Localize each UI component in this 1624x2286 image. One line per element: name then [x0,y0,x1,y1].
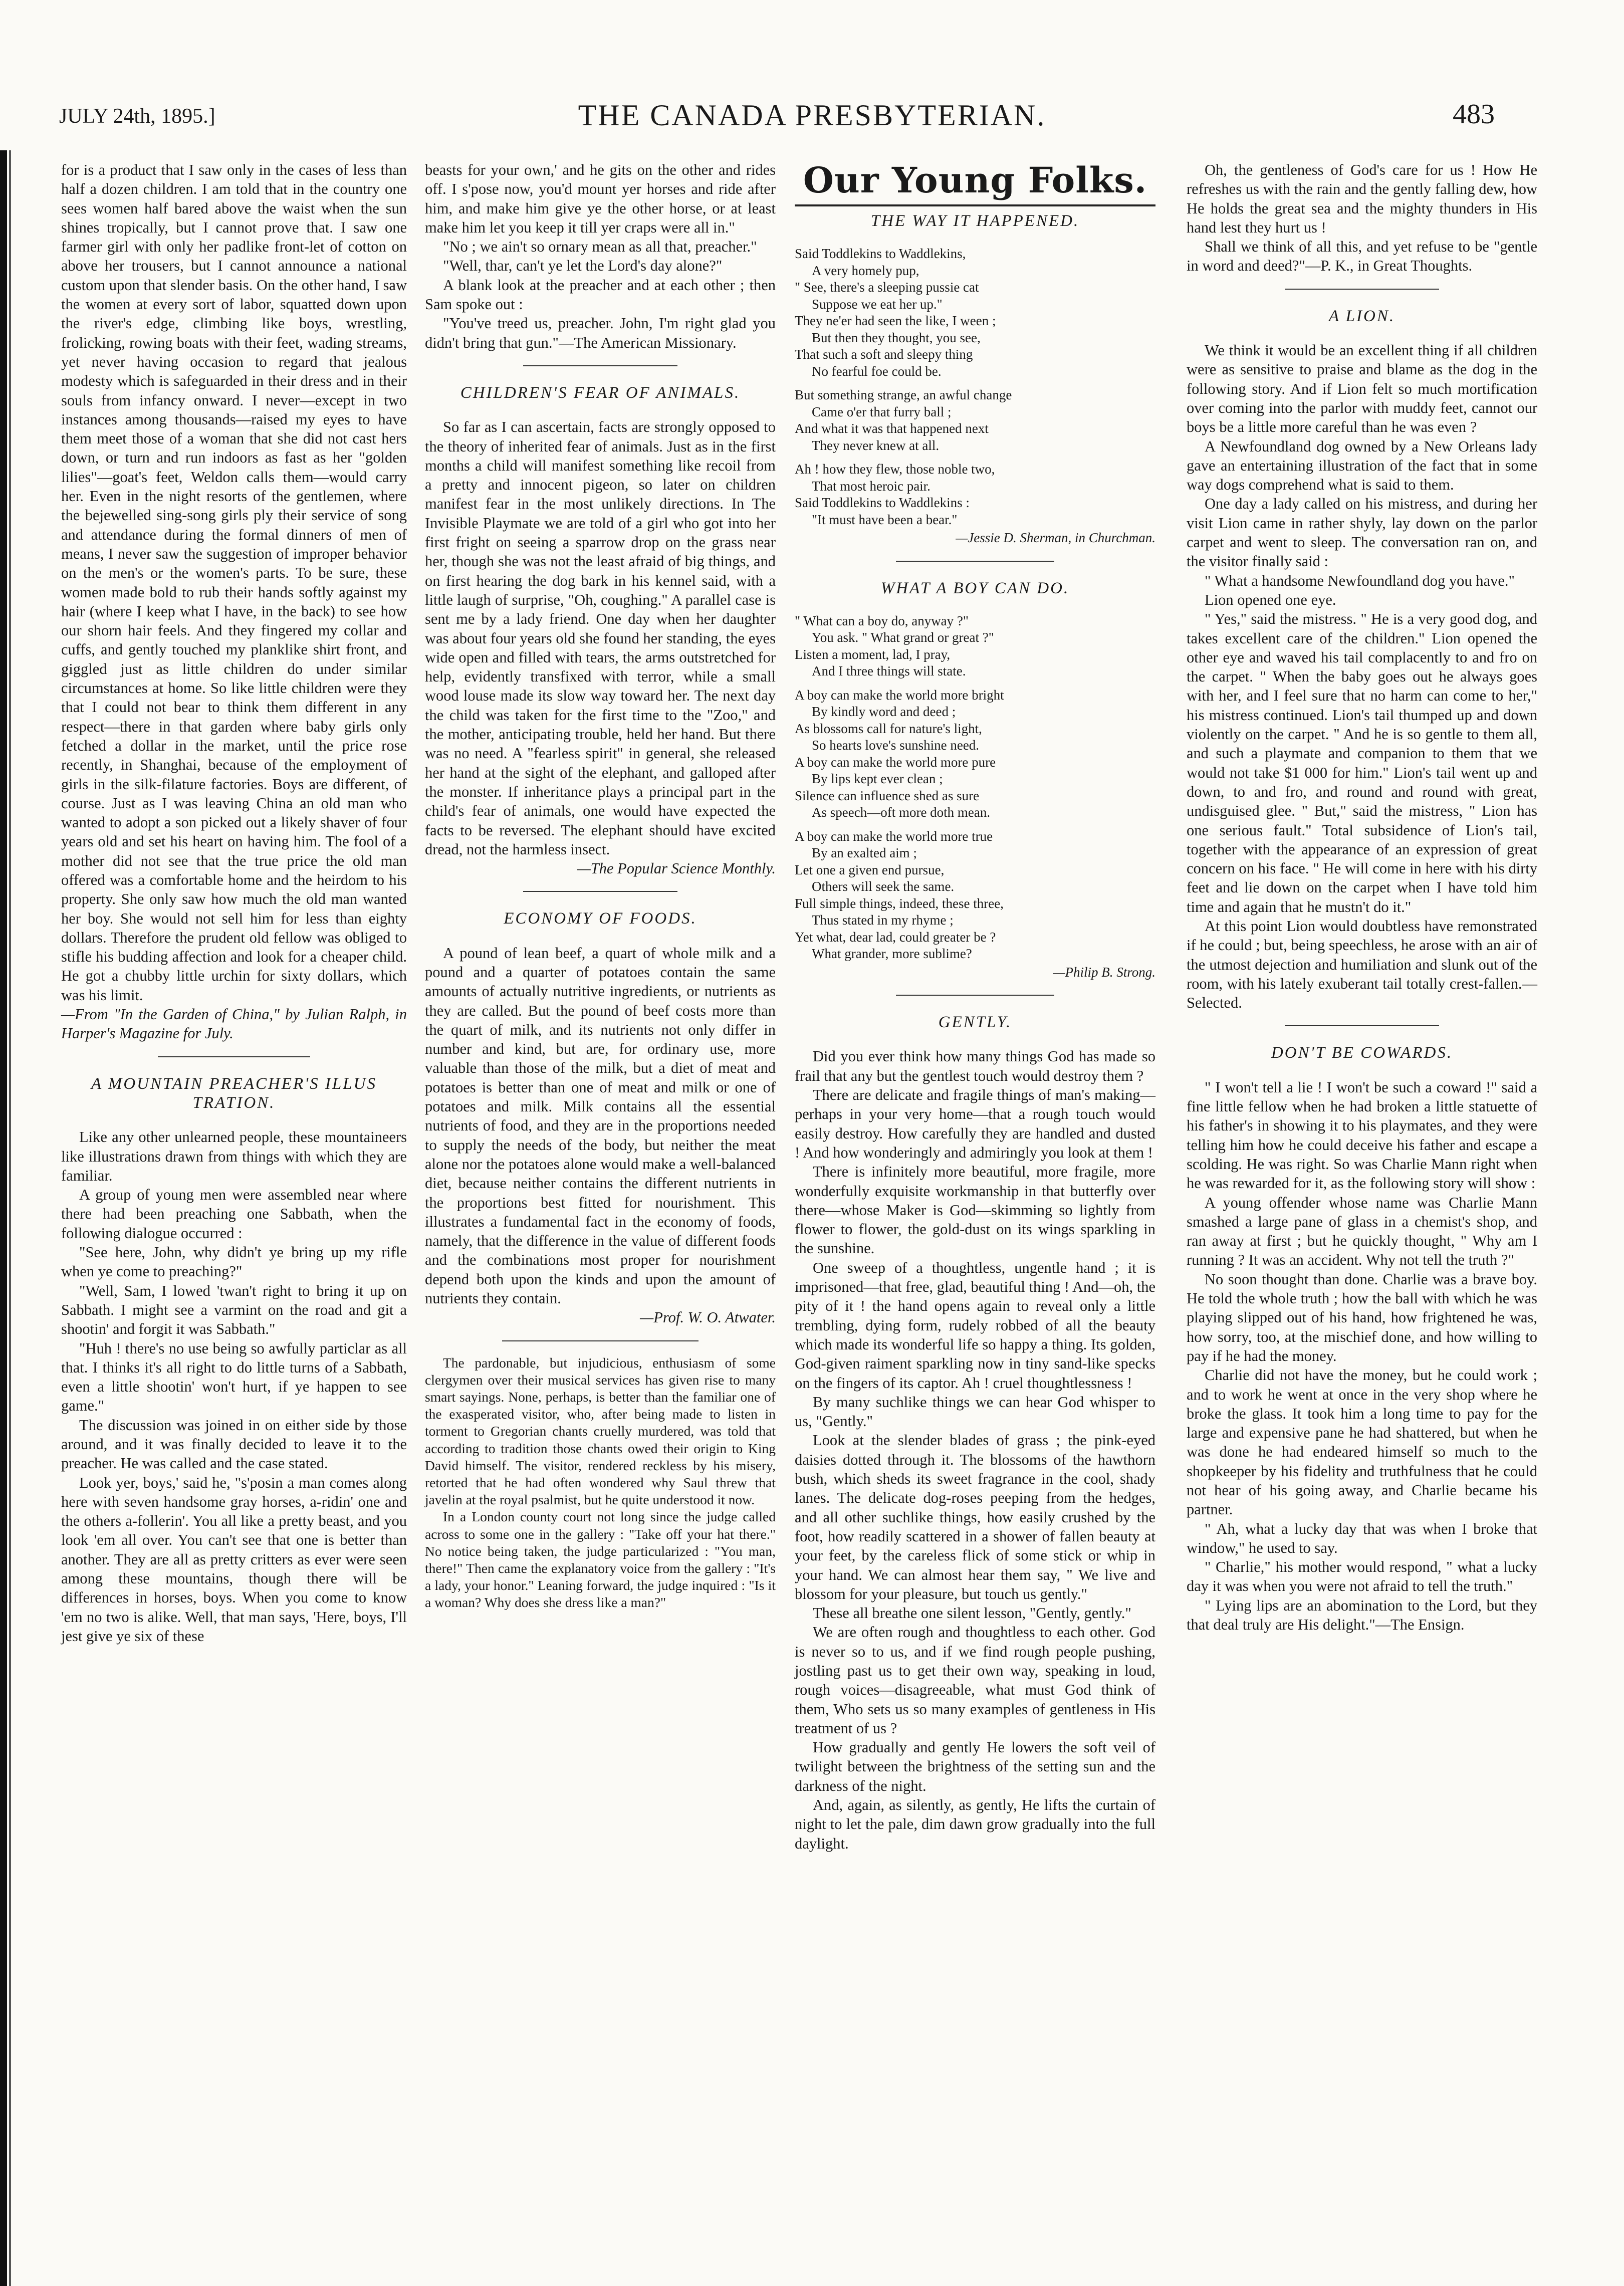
poem-line: That such a soft and sleepy thing [795,347,973,362]
divider [896,995,1055,996]
poem-line: Let one a given end pursue, [795,862,945,877]
poem-line: And what it was that happened next [795,421,989,436]
poem-line [795,821,1155,828]
article-attribution: —Prof. W. O. Atwater. [640,1309,776,1326]
binding-edge [0,150,7,2286]
article-paragraph: Oh, the gentleness of God's care for us ! How He refreshes us with the rain and the gently falling dew, how He holds the great sea and the mighty thunders in His hand lest they hurt us ! [1187,161,1537,236]
article-paragraph: "No ; we ain't so ornary mean as all that, preacher." [443,238,757,256]
poem-line: So hearts love's sunshine need. [812,738,980,753]
poem-line: A boy can make the world more true [795,828,993,844]
article-paragraph: " What a handsome Newfoundland dog you have." [1205,572,1515,589]
binding-edge-line [9,150,11,2286]
poem-line: Full simple things, indeed, these three, [795,895,1004,911]
poem-line: But something strange, an awful change [795,387,1012,403]
article-attribution: —From "In the Garden of China," by Julian Ralph, in Harper's Magazine for July. [61,1006,407,1042]
article-paragraph: A young offender whose name was Charlie Mann smashed a large pane of glass in a chemist's shop, and ran away at first ; but he quickly thought, " Why am I running ? It was an accident. Why not tell the truth ?" [1187,1194,1537,1269]
article-heading: GENTLY. [938,1013,1012,1032]
issue-date: JULY 24th, 1895.] [59,105,215,128]
article-paragraph: There are delicate and fragile things of man's making—perhaps in your very home—that a rough touch would easily destroy. How carefully they are handled and dusted ! And how wonderingly and admiringly you look at them ! [795,1086,1155,1161]
article-paragraph: A group of young men were assembled near where there had been preaching one Sabbath, when the following dialogue occurred : [61,1186,407,1242]
article-paragraph: Look at the slender blades of grass ; the pink-eyed daisies dotted through it. The blossoms of the hawthorn bush, which sheds its sweet fragrance in the cool, shady lanes. The delicate dog-roses peeping from the hedges, and all other suchlike things, how easily crushed by the foot, how readily scattered in a shower of fallen beauty at your feet, by the careless flick of some stick or whip in your hand. We can almost hear them say, " We live and blossom for your pleasure, but touch us gently." [795,1432,1155,1603]
divider [1285,1025,1439,1026]
article-paragraph: Charlie did not have the money, but he could work ; and to work he went at once in the very shop where he broke the glass. It took him a long time to pay for the large and expensive pane he had shattered, but when he was done he had endeared himself so much to the shopkeeper by his fidelity and truthfulness that he could not hear of his going away, and Charlie became his partner. [1187,1366,1537,1518]
column-4 [1187,160,1537,1634]
poem-heading: WHAT A BOY CAN DO. [880,579,1070,597]
poem-line: Came o'er that furry ball ; [812,404,952,419]
poem-line: Silence can influence shed as sure [795,788,980,803]
poem-line: They never knew at all. [812,437,940,453]
poem-line: A boy can make the world more bright [795,687,1004,703]
poem-attribution: —Philip B. Strong. [1053,964,1155,980]
article-paragraph: "Well, thar, can't ye let the Lord's day alone?" [443,257,723,275]
article-paragraph: These all breathe one silent lesson, "Gently, gently." [813,1605,1131,1622]
article-paragraph: beasts for your own,' and he gits on the other and rides off. I s'pose now, you'd mount yer horses and ride after him, and make him give ye the other horse, or at least make him let you keep it till yer craps were all in." [425,161,776,236]
article-paragraph: "Well, Sam, I lowed 'twan't right to bring it up on Sabbath. I might see a varmint on the road and git a shootin' and forgit it was Sabbath." [61,1282,407,1338]
article-heading: A MOUNTAIN PREACHER'S ILLUS TRATION. [91,1074,377,1112]
article-paragraph: One sweep of a thoughtless, ungentle hand ; it is imprisoned—that free, glad, beautiful thing ! And—oh, the pity of it ! the hand opens again to reveal only a little trembling, dying form, rudely robbed of all the beauty which made its wonderful life so happy a thing. Its golden, God-given raiment sparkling now in tiny sand-like specks on the fingers of its captor. Ah ! cruel thoughtlessness ! [795,1259,1155,1392]
article-paragraph: No soon thought than done. Charlie was a brave boy. He told the whole truth ; how the ball with which he was playing slipped out of his hand, how frightened he was, how sorry, too, at the mischief done, and how willing to pay if he had the money. [1187,1270,1537,1364]
poem [795,246,1155,528]
article-paragraph: And, again, as silently, as gently, He lifts the curtain of night to let the pale, dim dawn grow gradually into the full daylight. [795,1796,1155,1852]
article-heading: DON'T BE COWARDS. [1271,1044,1453,1062]
article-heading: A LION. [1328,307,1396,325]
article-paragraph: " Yes," said the mistress. " He is a very good dog, and takes excellent care of the children." Lion opened the other eye and waved his tail complacently to and fro on the carpet. " When the baby goes out he always goes with her, and I feel sure that no harm can come to her," his mistress continued. Lion's tail thumped up and down violently on the carpet. " And he is so gentle to them all, and such a playmate and companion to them that we would not take $1 000 for him." Lion's tail went up and down, to and fro, and round and round with great, undisguised glee. " But," said the mistress, " Lion has one serious fault." Total subsidence of Lion's tail, together with the appearance of an expression of great concern on his face. " He will come in here with his dirty feet and lie down on the carpet when I have told him time and again that he mustn't do it." [1187,610,1537,916]
poem-line: And I three things will state. [812,663,966,679]
article-paragraph: At this point Lion would doubtless have remonstrated if he could ; but, being speechless, he arose with an air of the utmost dejection and humiliation and slunk out of the room, with his lately exuberant tail totally crest-fallen.—Selected. [1187,917,1537,1012]
article-paragraph: The pardonable, but injudicious, enthusiasm of some clergymen over their musical services has given rise to many smart sayings. None, perhaps, is better than the familiar one of the exasperated visitor, who, after being made to listen in torment to Gregorian chants cruelly murdered, was told that according to tradition those chants owed their origin to King David himself. The visitor, rendered reckless by his misery, retorted that he had often wondered why Saul threw that javelin at the royal psalmist, but he quite understood it now. [425,1354,776,1508]
poem-line: By an exalted aim ; [812,845,917,861]
poem-line [795,454,1155,461]
poem-attribution: —Jessie D. Sherman, in Churchman. [956,530,1155,546]
article-paragraph: By many suchlike things we can hear God whisper to us, "Gently." [795,1393,1155,1430]
article-attribution: —The Popular Science Monthly. [577,860,776,877]
poem-line: They ne'er had seen the like, I ween ; [795,313,996,329]
article-paragraph: Did you ever think how many things God has made so frail that any but the gentlest touch would destroy them ? [795,1048,1155,1084]
article-paragraph: A blank look at the preacher and at each other ; then Sam spoke out : [425,276,776,313]
poem-line: By lips kept ever clean ; [812,771,943,787]
poem-line: By kindly word and deed ; [812,704,956,720]
article-paragraph: Lion opened one eye. [1205,591,1336,608]
page-number: 483 [1453,99,1495,130]
divider [896,561,1055,562]
article-paragraph: "Huh ! there's no use being so awfully particlar as all that. I thinks it's all right to do little turns of a Sabbath, even a little shootin' won't hurt, if ye happen to see game." [61,1339,407,1415]
article-paragraph: A pound of lean beef, a quart of whole milk and a pound and a quarter of potatoes contain the same amounts of actually nutritive ingredients, or nutrients as they are called. But the pound of beef costs more than the quart of milk, and its nutrients not only differ in number and kind, but are, for ordinary use, more valuable than those of the milk, but a diet of meat and potatoes is better than one of meat and milk or one of potatoes and milk. Milk contains all the essential nutrients of food, and they are in the proportions needed to supply the needs of the body, but neither the meat alone nor the potatoes alone would make a well-balanced diet, because neither contains the different nutrients in the proportions best fitted for nourishment. This illustrates a fundamental fact in the economy of foods, namely, that the difference in the value of different foods and the combinations most proper for nourishment depend both upon the kinds and upon the amount of nutrients they contain. [425,944,776,1307]
divider [523,365,677,366]
article-paragraph: In a London county court not long since the judge called across to some one in the gallery : "Take off your hat there." No notice being taken, the judge particularized : "You man, there!" Then came the explanatory voice from the gallery : "It's a lady, your honor." Leaning forward, the judge inquired : "Is it a woman? Why does she dress like a man?" [425,1509,776,1611]
poem-line: Thus stated in my rhyme ; [812,912,954,928]
article-paragraph: " Ah, what a lucky day that was when I broke that window," he used to say. [1187,1520,1537,1556]
article-heading: CHILDREN'S FEAR OF ANIMALS. [460,383,741,402]
poem-line: " What can a boy do, anyway ?" [795,613,969,628]
article-paragraph: " I won't tell a lie ! I won't be such a coward !" said a fine little fellow when he had broken a little statuette of his father's in showing it to his playmates, and they were telling him how he could deceive his father and escape a scolding. He was right. So was Charlie Mann right when he was rewarded for it, as the following story will show : [1187,1078,1537,1192]
article-paragraph: Like any other unlearned people, these mountaineers like illustrations drawn from things with which they are familiar. [61,1128,407,1184]
poem-line: Said Toddlekins to Waddlekins, [795,246,966,262]
article-paragraph: A Newfoundland dog owned by a New Orleans lady gave an entertaining illustration of the fact that in some way dogs comprehend what is said to them. [1187,437,1537,494]
article-paragraph: "You've treed us, preacher. John, I'm right glad you didn't bring that gun."—The American Missionary. [425,315,776,351]
article-paragraph: How gradually and gently He lowers the soft veil of twilight between the brightness of the setting sun and the darkness of the night. [795,1739,1155,1794]
article-paragraph: The discussion was joined in on either side by those around, and it was finally decided to leave it to the preacher. He was called and the case stated. [61,1416,407,1472]
article-heading: ECONOMY OF FOODS. [504,909,697,928]
poem-line: Others will seek the same. [812,879,955,894]
divider [523,891,677,892]
poem-line: What grander, more sublime? [812,946,972,962]
divider [1285,289,1439,290]
poem-line: "It must have been a bear." [812,512,958,527]
article-paragraph: Shall we think of all this, and yet refuse to be "gentle in word and deed?"—P. K., in Great Thoughts. [1187,238,1537,275]
poem-line: Said Toddlekins to Waddlekins : [795,495,970,511]
article-paragraph: Look yer, boys,' said he, "s'posin a man comes along here with seven handsome gray horses, a-ridin' one and the others a-follerin'. You all like a pretty beast, and you look 'em all over. You can't see that one is better than another. They are all as pretty critters as ever were seen among these mountains, though there will be differences in horses, boys. When you come to know 'em no two is alike. Well, that man says, 'Here, boys, I'll jest give ye six of these [61,1474,407,1645]
poem-line: Ah ! how they flew, those noble two, [795,462,995,477]
poem-line: That most heroic pair. [812,478,931,494]
poem-line: But then they thought, you see, [812,330,981,345]
poem-heading: THE WAY IT HAPPENED. [870,212,1080,230]
column-3 [795,160,1155,1853]
poem-line [795,680,1155,687]
article-paragraph: One day a lady called on his mistress, and during her visit Lion came in rather shyly, lay down on the parlor carpet and went to sleep. The conversation ran on, and the visitor finally said : [1187,495,1537,570]
article-paragraph: We are often rough and thoughtless to each other. God is never so to us, and if we find rough people pushing, jostling past us to get their own way, speaking in loud, rough voices—disagreeable, what must God think of them, Who sets us so many examples of gentleness in His treatment of us ? [795,1624,1155,1737]
divider [158,1056,310,1057]
article-paragraph: for is a product that I saw only in the cases of less than half a dozen children. I am told that in the country one sees women half bared above the waist when the sun shines tropically, but I cannot prove that. I saw one farmer girl with only her padlike front-let of cotton on above her trousers, but I cannot announce a national custom upon that slender basis. On the other hand, I saw the women at every sort of labor, squatted down upon the river's edge, climbing like boys, wrestling, frolicking, rowing boats with their feet, wading streams, yet never having occasion to regard that jealous modesty which is safeguarded in their dress and in their souls from infancy onward. I never—except in two instances among thousands—raised my eyes to have them meet those of a woman that she did not cast hers down, or turn and run indoors as fast as her "golden lilies"—goat's feet, Weldon calls them—would carry her. Even in the night resorts of the gentlemen, where the bejewelled sing-song girls ply their service of song and attendance during the formal dinners of men of means, I never saw the suggestion of improper behavior on the men's or the women's parts. To be sure, these women made bold to rub their hands softly against my hair (where I keep what I have, in the back) to see how our shorn hair feels. And they fingered my collar and cuffs, and gently touched my planklike shirt front, and giggled just as little children do under similar circumstances at home. So like little children were they that I could not bear to think them different in any respect—there in that garden where baby girls only fetched a dollar in the market, until the price rose recently, in Shanghai, because of the employment of girls in the silk-filature factories. Boys are different, of course. Just as I was leaving China an old man who wanted to adopt a son picked out a likely shaver of four years old and set his heart on having him. The fool of a mother did not see that the true price the old man offered was a comfortable home and the heirdom to his property. She only saw how much the old man wanted her boy. She would not sell him for less than eighty dollars. Therefore the prudent old fellow was obliged to stifle his budding affection and look for a cheaper child. He got a chubby little urchin for sixty dollars, which was his limit. [61,161,407,1004]
poem-line [795,380,1155,387]
article-paragraph: " Charlie," his mother would respond, " what a lucky day it was when you were not afraid to tell the truth." [1187,1558,1537,1595]
poem-line: Listen a moment, lad, I pray, [795,646,951,662]
poem-line: " See, there's a sleeping pussie cat [795,280,979,295]
poem-line: Yet what, dear lad, could greater be ? [795,929,996,945]
divider [502,1340,699,1341]
masthead-title: THE CANADA PRESBYTERIAN. [578,99,1046,132]
section-rule [795,204,1155,206]
poem-line: No fearful foe could be. [812,363,942,379]
poem-line: Suppose we eat her up." [812,296,943,312]
poem-line: A boy can make the world more pure [795,754,996,770]
section-title: Our Young Folks. [803,159,1147,201]
article-paragraph: " Lying lips are an abomination to the Lord, but they that deal truly are His delight."—The Ensign. [1187,1596,1537,1634]
column-1 [61,160,407,1646]
article-paragraph: So far as I can ascertain, facts are strongly opposed to the theory of inherited fear of animals. Just as in the first months a child will manifest something like recoil from a pretty and innocent pigeon, so later on children manifest fear in the most unlikely directions. In The Invisible Playmate we are told of a girl who got into her first fright on seeing a sparrow drop on the grass near her, though she was not the least afraid of big things, and on first hearing the dog bark in his kennel said, with a little laugh of surprise, "Oh, coughing." A parallel case is sent me by a lady friend. One day when her daughter was about four years old she found her standing, the eyes wide open and filled with tears, the arms outstretched for help, evidently transfixed with terror, while a small wood louse made its slow way toward her. The next day the child was taken for the first time to the "Zoo," and the mother, anticipating trouble, held her hand. But there was no need. A "fearless spirit" in general, she released her hand at the sight of the elephant, and galloped after the monster. If inheritance plays a principal part in the child's fear of animals, one would have expected the facts to be reversed. The elephant should have excited dread, not the harmless insect. [425,418,776,858]
article-paragraph: We think it would be an excellent thing if all children were as sensitive to praise and blame as the dog in the following story. And if Lion felt so much mortification over coming into the parlor with muddy feet, cannot our boys be a little more careful than he was even ? [1187,342,1537,436]
poem-line: You ask. " What grand or great ?" [812,630,994,645]
article-paragraph: "See here, John, why didn't ye bring up my rifle when ye come to preaching?" [61,1244,407,1280]
poem-line: As speech—oft more doth mean. [812,805,991,820]
poem [795,613,1155,963]
poem-line: A very homely pup, [812,263,919,278]
article-paragraph: There is infinitely more beautiful, more fragile, more wonderfully exquisite workmanship in that butterfly over there—whose Maker is God—skimming so lightly from flower to flower, the gold-dust on its wings sparkling in the sunshine. [795,1163,1155,1257]
poem-line: As blossoms call for nature's light, [795,721,982,736]
column-2 [425,160,776,1612]
